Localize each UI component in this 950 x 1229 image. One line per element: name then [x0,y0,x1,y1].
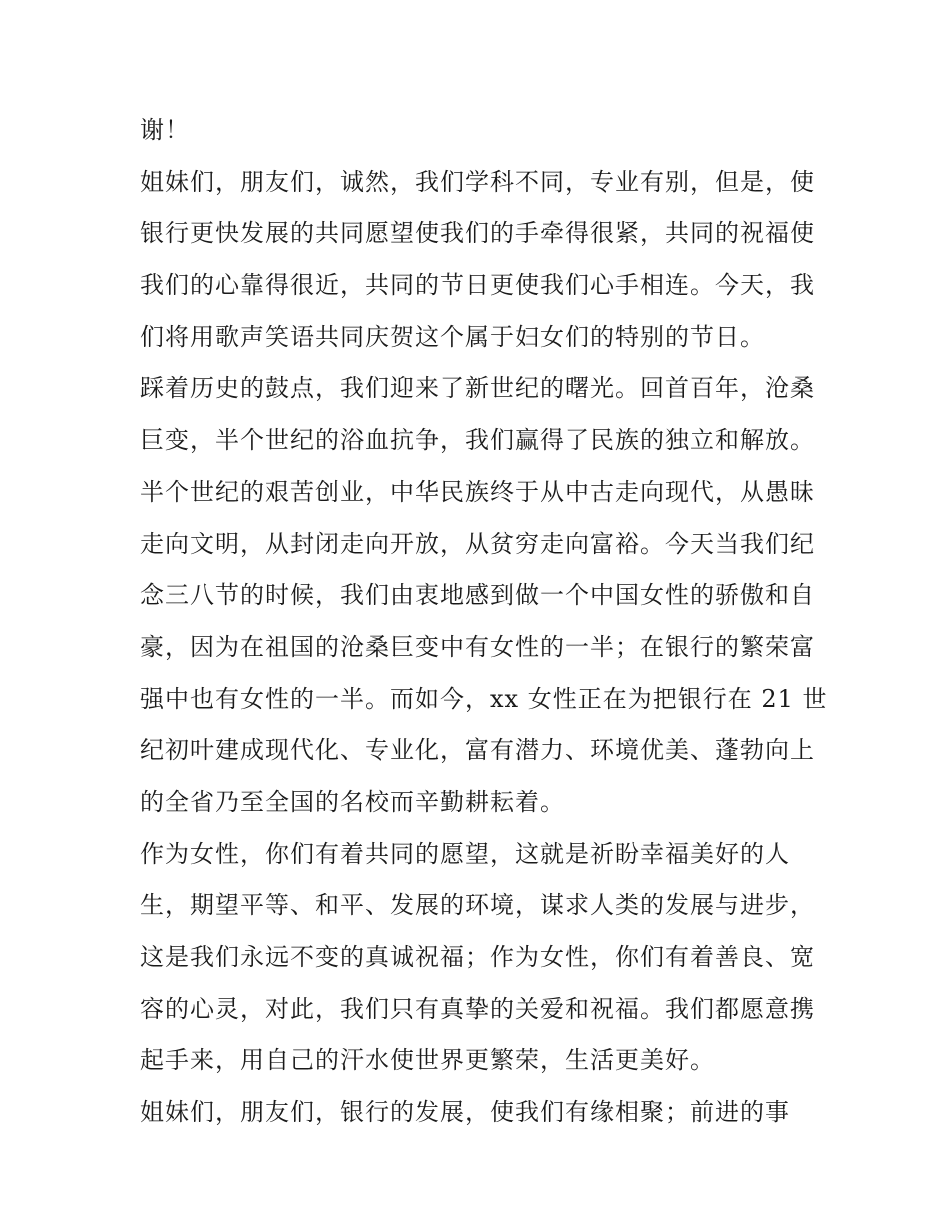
text-line: 走向文明，从封闭走向开放，从贫穷走向富裕。今天当我们纪 [140,529,815,558]
text-line: 银行更快发展的共同愿望使我们的手牵得很紧，共同的祝福使 [140,219,815,248]
text-line: 姐妹们，朋友们，诚然，我们学科不同，专业有别，但是，使 [140,167,815,196]
document-body [140,105,828,1139]
text-line: 念三八节的时候，我们由衷地感到做一个中国女性的骄傲和自 [140,581,815,610]
text-line: 踩着历史的鼓点，我们迎来了新世纪的曙光。回首百年，沧桑 [140,374,815,403]
text-line: 巨变，半个世纪的浴血抗争，我们赢得了民族的独立和解放。 [140,426,815,455]
text-line: 强中也有女性的一半。而如今，xx 女性正在为把银行在 21 世 [140,684,828,713]
text-line: 我们的心靠得很近，共同的节日更使我们心手相连。今天，我 [140,271,815,300]
text-line: 谢！ [140,116,190,144]
text-line: 纪初叶建成现代化、专业化，富有潜力、环境优美、蓬勃向上 [140,736,815,765]
text-line: 生，期望平等、和平、发展的环境，谋求人类的发展与进步， [140,891,815,920]
text-line: 豪，因为在祖国的沧桑巨变中有女性的一半；在银行的繁荣富 [140,632,815,661]
text-line: 容的心灵，对此，我们只有真挚的关爱和祝福。我们都愿意携 [140,994,815,1023]
text-line: 半个世纪的艰苦创业，中华民族终于从中古走向现代，从愚昧 [140,477,815,506]
text-line: 起手来，用自己的汗水使世界更繁荣，生活更美好。 [140,1046,715,1075]
text-line: 的全省乃至全国的名校而辛勤耕耘着。 [140,787,565,816]
text-line: 作为女性，你们有着共同的愿望，这就是祈盼幸福美好的人 [140,839,790,868]
text-line: 姐妹们，朋友们，银行的发展，使我们有缘相聚；前进的事 [140,1098,790,1127]
text-line: 们将用歌声笑语共同庆贺这个属于妇女们的特别的节日。 [140,322,765,351]
text-line: 这是我们永远不变的真诚祝福；作为女性，你们有着善良、宽 [140,943,815,971]
